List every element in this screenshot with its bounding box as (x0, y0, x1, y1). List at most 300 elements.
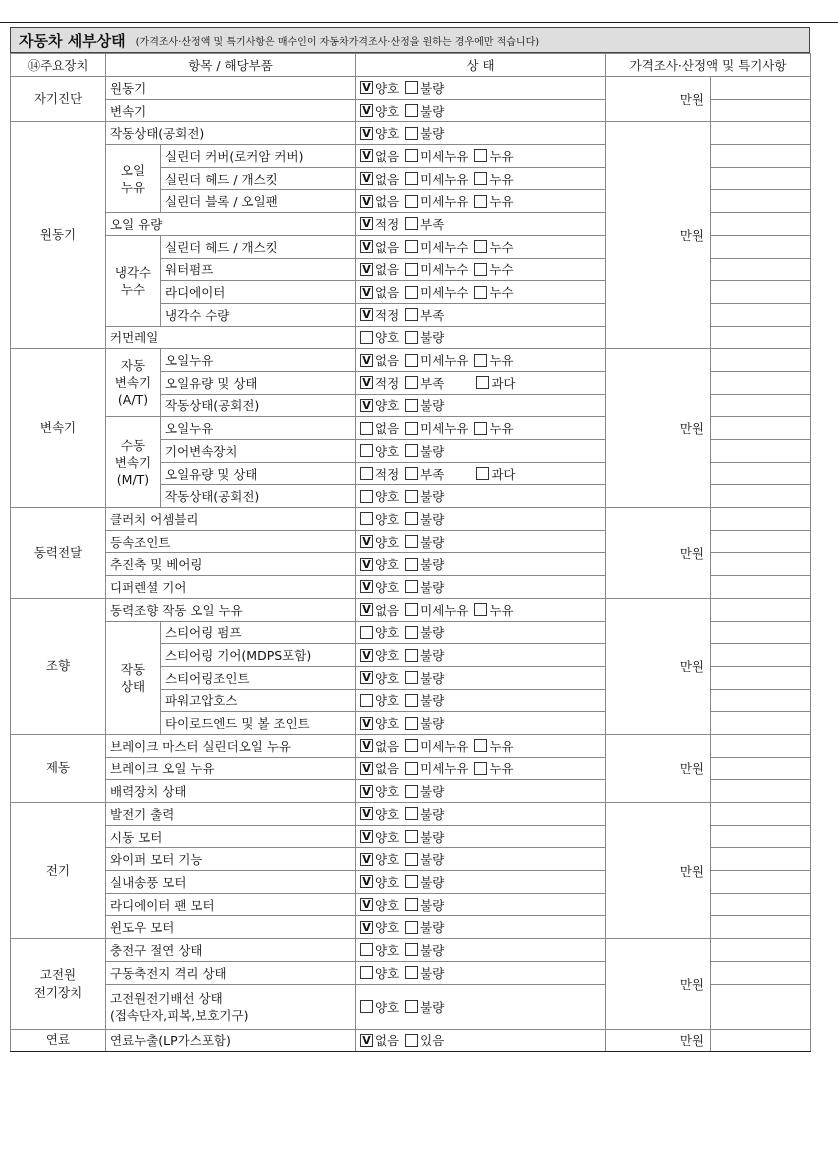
option-label: 누유 (489, 171, 514, 187)
checkbox[interactable]: V (360, 717, 373, 730)
checkbox[interactable] (360, 422, 373, 435)
checkbox[interactable]: V (360, 127, 373, 140)
checkbox[interactable]: V (360, 603, 373, 616)
remark-field[interactable] (711, 939, 811, 962)
checkbox[interactable] (405, 512, 418, 525)
remark-field[interactable] (711, 122, 811, 145)
remark-field[interactable] (711, 576, 811, 599)
remark-field[interactable] (711, 916, 811, 939)
status-option[interactable] (360, 669, 399, 687)
status-option[interactable] (405, 782, 444, 800)
checkbox[interactable] (474, 149, 487, 162)
option-label: 불량 (420, 625, 445, 641)
remark-field[interactable] (711, 553, 811, 576)
checkbox[interactable] (405, 898, 418, 911)
status-option[interactable] (405, 147, 468, 165)
status-option[interactable] (360, 328, 399, 346)
status-option[interactable] (360, 283, 399, 301)
checkbox[interactable] (474, 354, 487, 367)
item-label: 실린더 헤드 / 개스킷 (161, 167, 356, 190)
price-unit: 만원 (606, 508, 711, 599)
status-option[interactable] (405, 487, 444, 505)
checkbox[interactable] (474, 286, 487, 299)
option-label: 미세누유 (420, 602, 469, 618)
checkbox[interactable] (405, 807, 418, 820)
status-option[interactable] (360, 578, 399, 596)
checkbox[interactable] (405, 785, 418, 798)
checkbox[interactable]: V (360, 762, 373, 775)
price-unit: 만원 (606, 122, 711, 349)
remark-field[interactable] (711, 644, 811, 667)
remark-field[interactable] (711, 77, 811, 100)
checkbox[interactable] (405, 649, 418, 662)
status-option[interactable] (360, 442, 399, 460)
remark-field[interactable] (711, 780, 811, 803)
status-option[interactable] (360, 873, 399, 891)
checkbox[interactable]: V (360, 81, 373, 94)
status-option[interactable] (405, 79, 444, 97)
status-option[interactable] (405, 601, 468, 619)
remark-field[interactable] (711, 326, 811, 349)
status-option[interactable] (360, 828, 399, 846)
status-option[interactable] (405, 419, 468, 437)
subgroup-label: 자동 변속기 (A/T) (106, 349, 161, 417)
checkbox[interactable] (405, 490, 418, 503)
remark-field[interactable] (711, 734, 811, 757)
remark-field[interactable] (711, 303, 811, 326)
option-label: 있음 (420, 1033, 445, 1049)
checkbox[interactable] (474, 263, 487, 276)
status-option[interactable] (405, 850, 444, 868)
status-option[interactable] (360, 964, 399, 982)
option-label: 불량 (420, 557, 445, 573)
checkbox[interactable]: V (360, 263, 373, 276)
status-option[interactable] (405, 465, 444, 483)
status-option[interactable] (360, 147, 399, 165)
status-option[interactable] (405, 283, 468, 301)
status-option[interactable] (405, 1031, 444, 1049)
item-label: 실내송풍 모터 (106, 871, 356, 894)
checkbox[interactable] (405, 603, 418, 616)
status-option[interactable] (360, 896, 399, 914)
status-option[interactable] (405, 374, 444, 392)
detail-table (10, 53, 811, 1052)
checkbox[interactable] (405, 717, 418, 730)
checkbox[interactable] (405, 966, 418, 979)
remark-field[interactable] (711, 213, 811, 236)
status-option[interactable] (405, 873, 444, 891)
remark-field[interactable] (711, 281, 811, 304)
checkbox[interactable] (474, 172, 487, 185)
status-option[interactable] (476, 465, 515, 483)
status-options (360, 102, 601, 120)
checkbox[interactable] (474, 762, 487, 775)
checkbox[interactable] (474, 240, 487, 253)
section-name: 조향 (11, 598, 106, 734)
checkbox[interactable] (360, 694, 373, 707)
status-cell (356, 939, 606, 962)
checkbox[interactable] (360, 1000, 373, 1013)
checkbox[interactable] (474, 603, 487, 616)
status-option[interactable] (360, 782, 399, 800)
remark-field[interactable] (711, 167, 811, 190)
status-option[interactable] (474, 419, 513, 437)
item-label: 타이로드엔드 및 볼 조인트 (161, 712, 356, 735)
status-option[interactable] (360, 124, 399, 142)
status-option[interactable] (405, 215, 444, 233)
checkbox[interactable] (405, 376, 418, 389)
checkbox[interactable]: V (360, 535, 373, 548)
status-option[interactable] (474, 351, 513, 369)
remark-field[interactable] (711, 508, 811, 531)
remark-field[interactable] (711, 417, 811, 440)
status-option[interactable] (360, 805, 399, 823)
status-option[interactable] (405, 306, 444, 324)
section-name: 제동 (11, 734, 106, 802)
section-name: 동력전달 (11, 508, 106, 599)
checkbox[interactable] (405, 195, 418, 208)
status-cell (356, 712, 606, 735)
checkbox[interactable] (405, 308, 418, 321)
checkbox[interactable] (405, 830, 418, 843)
status-options (360, 374, 601, 392)
subgroup-label: 작동 상태 (106, 621, 161, 734)
option-label: 양호 (375, 534, 400, 550)
status-option[interactable] (405, 124, 444, 142)
checkbox[interactable] (405, 217, 418, 230)
checkbox[interactable] (405, 739, 418, 752)
remark-field[interactable] (711, 258, 811, 281)
price-unit: 만원 (606, 77, 711, 122)
status-cell (356, 440, 606, 463)
checkbox[interactable] (405, 762, 418, 775)
checkbox[interactable] (360, 490, 373, 503)
status-option[interactable] (474, 192, 513, 210)
checkbox[interactable] (476, 376, 489, 389)
status-option[interactable] (405, 260, 468, 278)
status-option[interactable] (405, 442, 444, 460)
remark-field[interactable] (711, 803, 811, 826)
option-label: 양호 (375, 557, 400, 573)
remark-field[interactable] (711, 190, 811, 213)
status-option[interactable] (405, 396, 444, 414)
checkbox[interactable] (405, 354, 418, 367)
remark-field[interactable] (711, 462, 811, 485)
status-option[interactable] (405, 623, 444, 641)
remark-field[interactable] (711, 666, 811, 689)
checkbox[interactable] (405, 172, 418, 185)
status-option[interactable] (360, 487, 399, 505)
remark-field[interactable] (711, 99, 811, 122)
checkbox[interactable]: V (360, 240, 373, 253)
remark-field[interactable] (711, 349, 811, 372)
item-label: 브레이크 오일 누유 (106, 757, 356, 780)
checkbox[interactable]: V (360, 671, 373, 684)
status-option[interactable] (360, 646, 399, 664)
subgroup-label: 수동 변속기 (M/T) (106, 417, 161, 508)
top-rule (0, 22, 838, 23)
status-option[interactable] (360, 533, 399, 551)
status-option[interactable] (360, 238, 399, 256)
checkbox[interactable] (405, 127, 418, 140)
checkbox[interactable] (474, 739, 487, 752)
option-label: 양호 (375, 716, 400, 732)
remark-field[interactable] (711, 440, 811, 463)
option-label: 양호 (375, 103, 400, 119)
status-options (360, 759, 601, 777)
price-unit: 만원 (606, 734, 711, 802)
table-row (11, 508, 811, 531)
checkbox[interactable] (360, 331, 373, 344)
status-option[interactable] (360, 759, 399, 777)
option-label: 양호 (375, 897, 400, 913)
checkbox[interactable]: V (360, 739, 373, 752)
remark-field[interactable] (711, 893, 811, 916)
table-row (11, 1029, 811, 1052)
status-option[interactable] (405, 510, 444, 528)
remark-field[interactable] (711, 1029, 811, 1052)
checkbox[interactable]: V (360, 286, 373, 299)
remark-field[interactable] (711, 757, 811, 780)
checkbox[interactable]: V (360, 354, 373, 367)
checkbox[interactable]: V (360, 308, 373, 321)
status-option[interactable] (474, 759, 513, 777)
status-option[interactable] (474, 147, 513, 165)
status-option[interactable] (360, 737, 399, 755)
option-label: 양호 (375, 874, 400, 890)
status-cell (356, 213, 606, 236)
status-option[interactable] (405, 941, 444, 959)
status-option[interactable] (360, 555, 399, 573)
option-label: 불량 (420, 716, 445, 732)
status-option[interactable] (360, 623, 399, 641)
checkbox[interactable] (405, 81, 418, 94)
option-label: 양호 (375, 784, 400, 800)
checkbox[interactable] (360, 943, 373, 956)
remark-field[interactable] (711, 689, 811, 712)
status-option[interactable] (360, 465, 399, 483)
checkbox[interactable] (360, 966, 373, 979)
checkbox[interactable]: V (360, 217, 373, 230)
item-label: 작동상태(공회전) (106, 122, 356, 145)
status-options (360, 850, 601, 868)
status-cell (356, 508, 606, 531)
checkbox[interactable] (405, 853, 418, 866)
option-label: 양호 (375, 852, 400, 868)
checkbox[interactable] (405, 240, 418, 253)
status-option[interactable] (360, 601, 399, 619)
option-label: 미세누유 (420, 194, 469, 210)
option-label: 적정 (375, 307, 400, 323)
checkbox[interactable] (405, 149, 418, 162)
checkbox[interactable] (474, 195, 487, 208)
header-status: 상 태 (356, 54, 606, 77)
status-option[interactable] (405, 828, 444, 846)
status-option[interactable] (360, 419, 399, 437)
checkbox[interactable] (405, 943, 418, 956)
remark-field[interactable] (711, 394, 811, 417)
checkbox[interactable]: V (360, 921, 373, 934)
checkbox[interactable] (474, 422, 487, 435)
status-option[interactable] (405, 759, 468, 777)
remark-field[interactable] (711, 621, 811, 644)
price-unit: 만원 (606, 349, 711, 508)
status-option[interactable] (405, 646, 444, 664)
status-option[interactable] (405, 805, 444, 823)
checkbox[interactable] (405, 558, 418, 571)
checkbox[interactable] (405, 875, 418, 888)
status-option[interactable] (405, 998, 444, 1016)
checkbox[interactable] (360, 512, 373, 525)
remark-field[interactable] (711, 485, 811, 508)
checkbox[interactable]: V (360, 1034, 373, 1047)
checkbox[interactable] (405, 422, 418, 435)
checkbox[interactable] (405, 467, 418, 480)
table-row (11, 349, 811, 372)
checkbox[interactable] (405, 399, 418, 412)
checkbox[interactable] (476, 467, 489, 480)
status-option[interactable] (360, 714, 399, 732)
status-option[interactable] (405, 102, 444, 120)
checkbox[interactable]: V (360, 898, 373, 911)
status-option[interactable] (476, 374, 515, 392)
checkbox[interactable]: V (360, 376, 373, 389)
item-label: 오일누유 (161, 349, 356, 372)
status-option[interactable] (405, 351, 468, 369)
checkbox[interactable]: V (360, 649, 373, 662)
status-option[interactable] (405, 192, 468, 210)
status-cell (356, 371, 606, 394)
checkbox[interactable]: V (360, 580, 373, 593)
status-option[interactable] (405, 714, 444, 732)
status-option[interactable] (405, 737, 468, 755)
status-option[interactable] (474, 260, 513, 278)
status-option[interactable] (360, 998, 399, 1016)
status-option[interactable] (360, 941, 399, 959)
status-option[interactable] (405, 328, 444, 346)
option-label: 불량 (420, 579, 445, 595)
status-cell (356, 303, 606, 326)
status-option[interactable] (474, 170, 513, 188)
status-option[interactable] (360, 691, 399, 709)
option-label: 불량 (420, 999, 445, 1015)
status-option[interactable] (360, 79, 399, 97)
status-option[interactable] (405, 669, 444, 687)
status-option[interactable] (405, 896, 444, 914)
status-option[interactable] (474, 601, 513, 619)
header-device: ⑭주요장치 (11, 54, 106, 77)
remark-field[interactable] (711, 235, 811, 258)
status-options (360, 170, 601, 188)
checkbox[interactable]: V (360, 807, 373, 820)
subgroup-label: 냉각수 누수 (106, 235, 161, 326)
remark-field[interactable] (711, 871, 811, 894)
remark-field[interactable] (711, 598, 811, 621)
status-option[interactable] (405, 578, 444, 596)
checkbox[interactable] (405, 580, 418, 593)
status-options (360, 442, 601, 460)
checkbox[interactable]: V (360, 195, 373, 208)
checkbox[interactable]: V (360, 399, 373, 412)
status-option[interactable] (360, 374, 399, 392)
status-option[interactable] (360, 215, 399, 233)
option-label: 불량 (420, 103, 445, 119)
status-option[interactable] (405, 238, 468, 256)
checkbox[interactable] (405, 331, 418, 344)
status-options (360, 873, 601, 891)
checkbox[interactable]: V (360, 785, 373, 798)
checkbox[interactable] (360, 444, 373, 457)
remark-field[interactable] (711, 984, 811, 1029)
status-option[interactable] (405, 170, 468, 188)
checkbox[interactable] (405, 104, 418, 117)
checkbox[interactable]: V (360, 172, 373, 185)
checkbox[interactable] (405, 1000, 418, 1013)
item-label: 작동상태(공회전) (161, 485, 356, 508)
status-option[interactable] (360, 192, 399, 210)
status-option[interactable] (360, 850, 399, 868)
status-option[interactable] (360, 351, 399, 369)
status-option[interactable] (360, 510, 399, 528)
status-option[interactable] (360, 396, 399, 414)
checkbox[interactable]: V (360, 830, 373, 843)
checkbox[interactable] (405, 694, 418, 707)
checkbox[interactable]: V (360, 875, 373, 888)
status-option[interactable] (360, 1031, 399, 1049)
remark-field[interactable] (711, 530, 811, 553)
status-cell (356, 235, 606, 258)
status-option[interactable] (405, 555, 444, 573)
checkbox[interactable]: V (360, 853, 373, 866)
checkbox[interactable]: V (360, 149, 373, 162)
status-option[interactable] (360, 260, 399, 278)
option-label: 적정 (375, 466, 400, 482)
checkbox[interactable] (405, 921, 418, 934)
remark-field[interactable] (711, 371, 811, 394)
status-options (360, 646, 601, 664)
option-label: 양호 (375, 965, 400, 981)
status-option[interactable] (474, 238, 513, 256)
status-option[interactable] (405, 691, 444, 709)
checkbox[interactable] (360, 626, 373, 639)
checkbox[interactable] (405, 286, 418, 299)
remark-field[interactable] (711, 825, 811, 848)
remark-field[interactable] (711, 848, 811, 871)
status-option[interactable] (405, 964, 444, 982)
checkbox[interactable]: V (360, 104, 373, 117)
checkbox[interactable] (405, 1034, 418, 1047)
status-option[interactable] (360, 306, 399, 324)
checkbox[interactable] (405, 626, 418, 639)
status-cell (356, 530, 606, 553)
status-option[interactable] (474, 283, 513, 301)
remark-field[interactable] (711, 712, 811, 735)
status-option[interactable] (360, 170, 399, 188)
checkbox[interactable] (405, 263, 418, 276)
checkbox[interactable] (360, 467, 373, 480)
checkbox[interactable] (405, 444, 418, 457)
status-option[interactable] (360, 102, 399, 120)
checkbox[interactable] (405, 671, 418, 684)
remark-field[interactable] (711, 145, 811, 168)
status-option[interactable] (405, 918, 444, 936)
checkbox[interactable] (405, 535, 418, 548)
status-option[interactable] (360, 918, 399, 936)
status-option[interactable] (405, 533, 444, 551)
status-option[interactable] (474, 737, 513, 755)
checkbox[interactable]: V (360, 558, 373, 571)
remark-field[interactable] (711, 961, 811, 984)
